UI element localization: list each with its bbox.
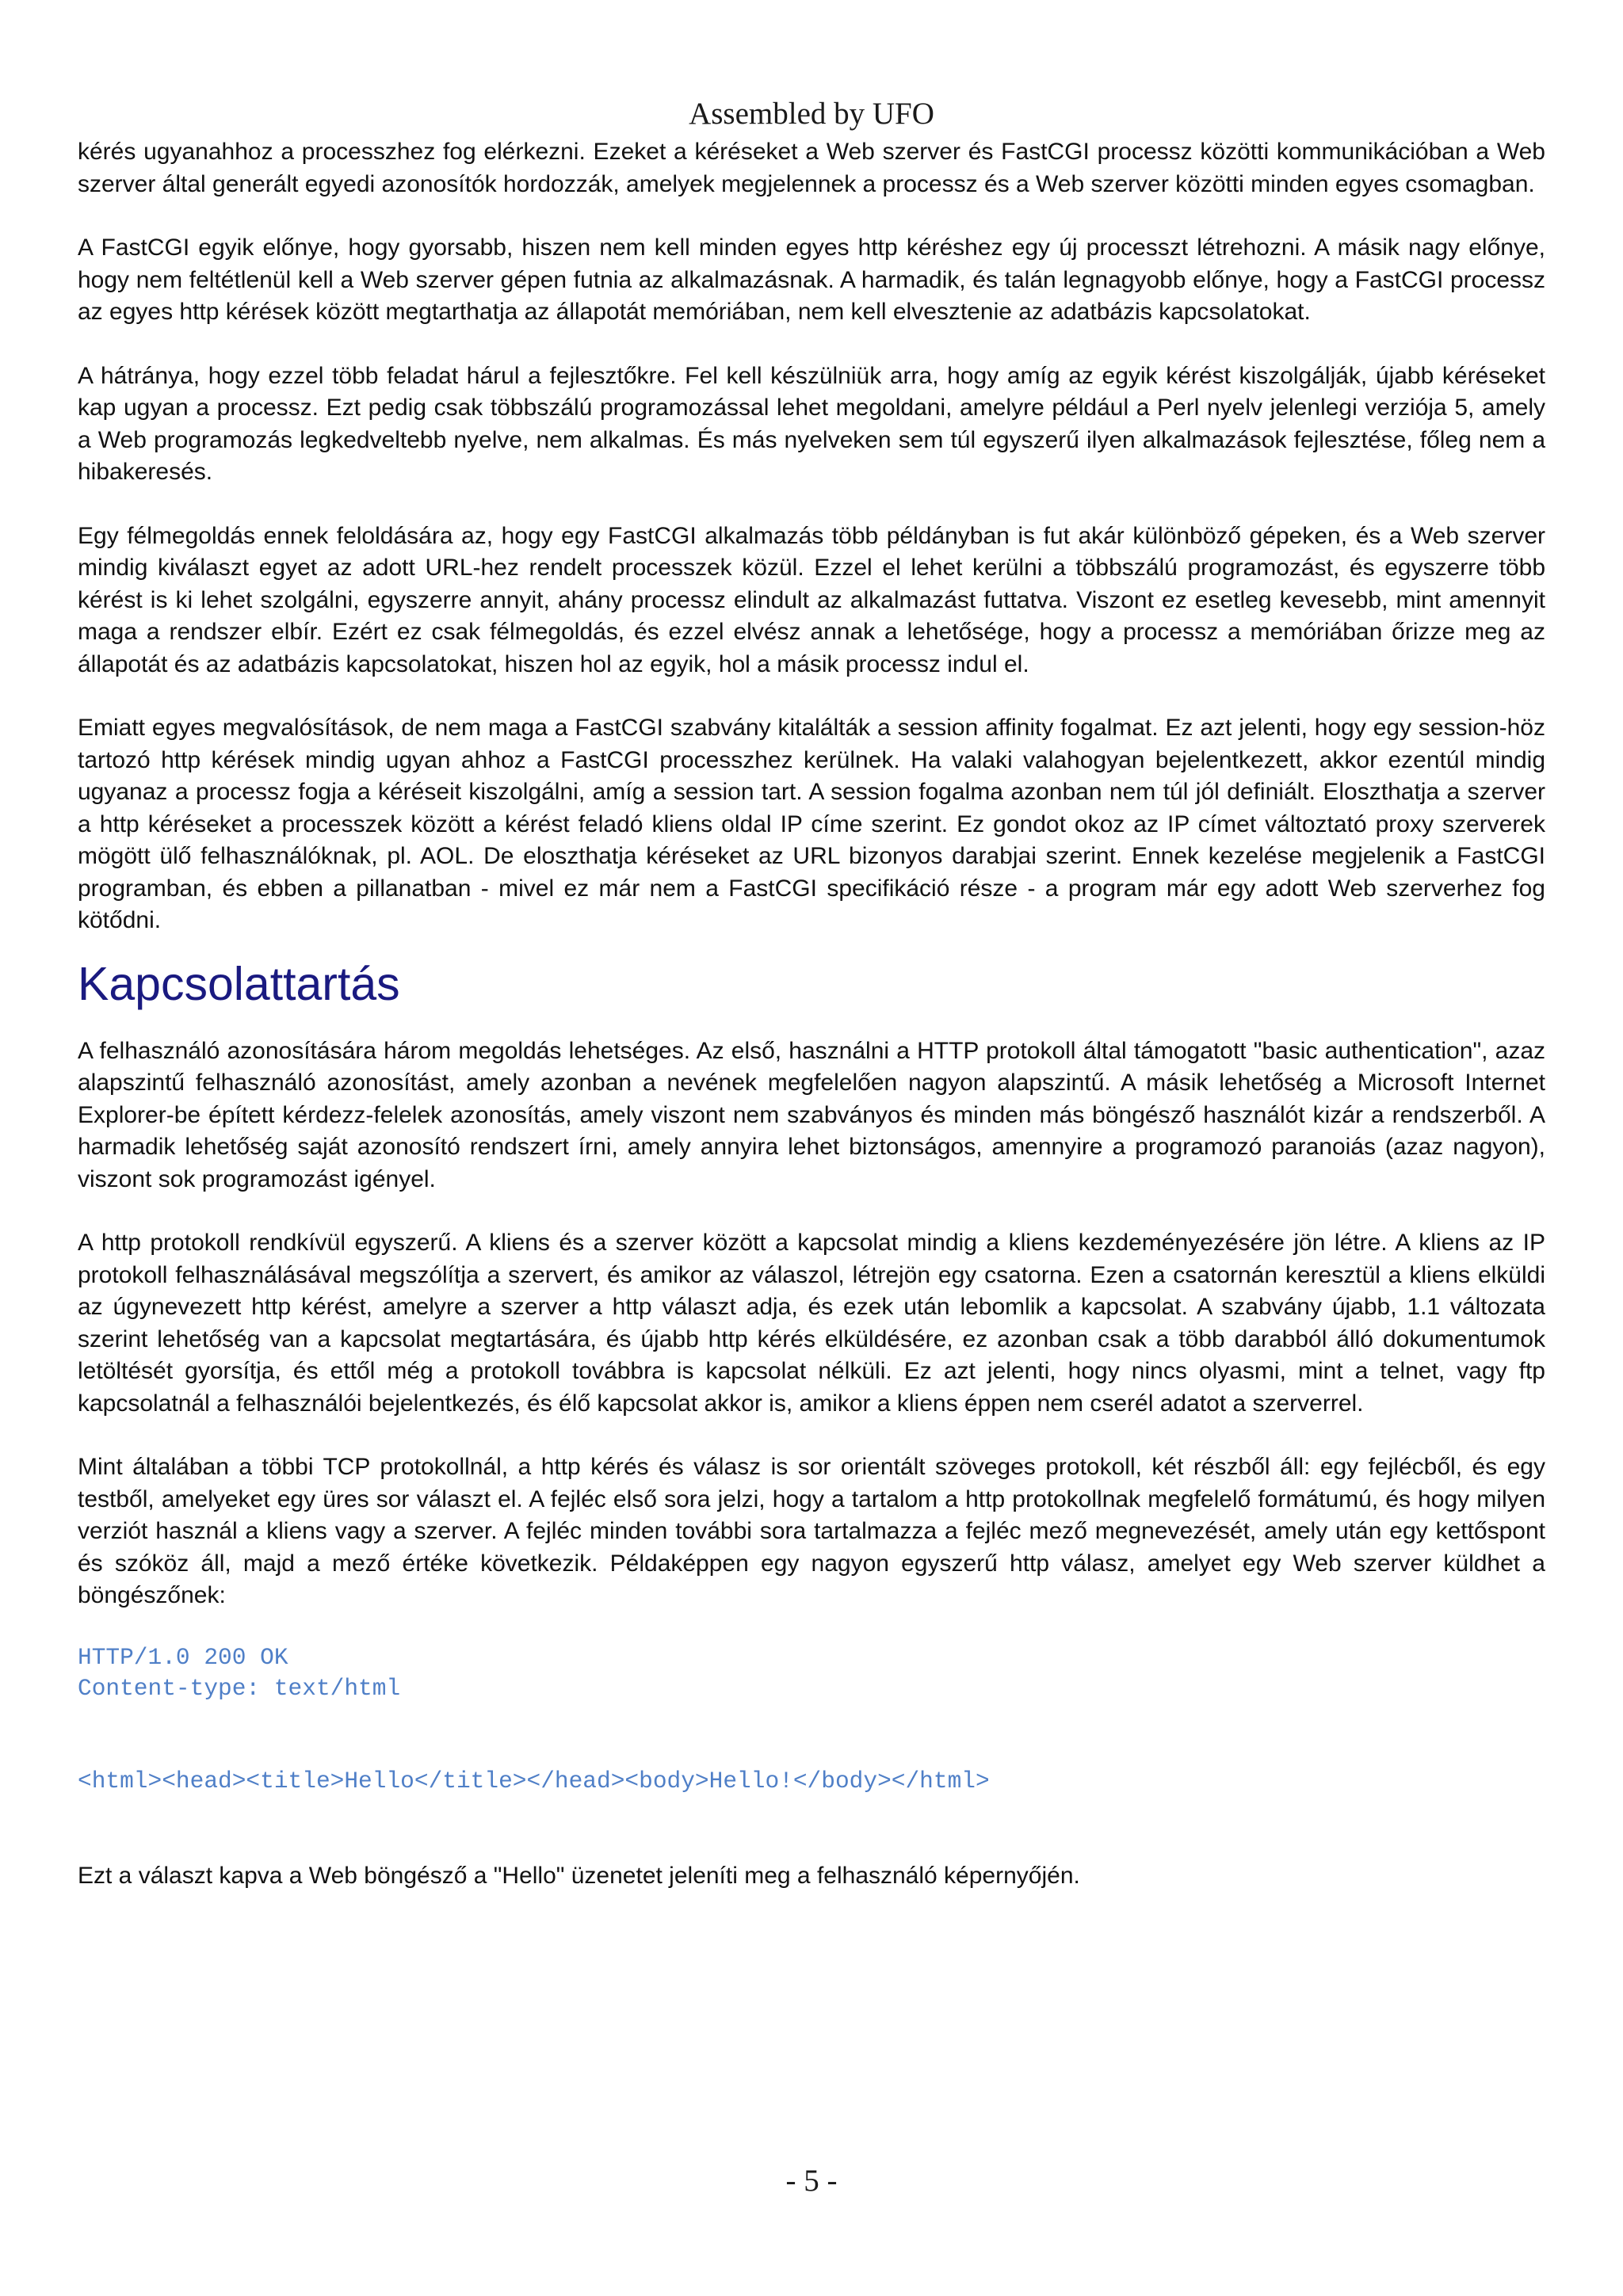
document-body — [78, 136, 1545, 1892]
paragraph: A FastCGI egyik előnye, hogy gyorsabb, hiszen nem kell minden egyes http kéréshez egy új processzt létrehozni. A másik nagy előnye, hogy nem feltétlenül kell a Web szerver gépen futnia az alkalmazásnak. A harmadik, és talán legnagyobb előnye, hogy a FastCGI processz az egyes http kérések között megtarthatja az állapotát memóriában, nem kell elvesztenie az adatbázis kapcsolatokat. — [78, 235, 1545, 325]
paragraph: Egy félmegoldás ennek feloldására az, hogy egy FastCGI alkalmazás több példányban is fut akár különböző gépeken, és a Web szerver mindig kiválaszt egyet az adott URL-hez rendelt processzek közül. Ezzel el lehet kerülni a többszálú programozást, és egyszerre több kérést is ki lehet szolgálni, egyszerre annyit, ahány processz elindult az alkalmazást futtatva. Viszont ez esetleg kevesebb, mint amennyit maga a rendszer elbír. Ezért ez csak félmegoldás, és ezzel elvész annak a lehetősége, hogy a processz a memóriában őrizze meg az állapotát és az adatbázis kapcsolatokat, hiszen hol az egyik, hol a másik processz indul el. — [78, 522, 1545, 677]
paragraph: Emiatt egyes megvalósítások, de nem maga a FastCGI szabvány kitalálták a session affinity fogalmat. Ez azt jelenti, hogy egy session-höz tartozó http kérések mindig ugyan ahhoz a FastCGI processzhez kerülnek. Ha valaki valahogyan bejelentkezett, akkor ezentúl mindig ugyanaz a processz fogja a kéréseit kiszolgálni, amíg a session tart. A session fogalma azonban nem túl jól definiált. Eloszthatja a szerver a http kéréseket a processzek között a kérést feladó kliens oldal IP címe szerint. Ez gondot okoz az IP címet változtató proxy szerverek mögött ülő felhasználóknak, pl. AOL. De eloszthatja kéréseket az URL bizonyos darabjai szerint. Ennek kezelése megjelenik a FastCGI programban, és ebben a pillanatban - mivel ez már nem a FastCGI specifikáció része - a program már egy adott Web szerverhez fog kötődni. — [78, 715, 1545, 933]
code-line-status: HTTP/1.0 200 OK — [78, 1643, 288, 1671]
page-number: - 5 - — [785, 2164, 838, 2198]
paragraph: A http protokoll rendkívül egyszerű. A kliens és a szerver között a kapcsolat mindig a kliens kezdeményezésére jön létre. A kliens az IP protokoll felhasználásával megszólítja a szervert, és amikor az válaszol, létrejön egy csatorna. Ezen a csatornán keresztül a kliens elküldi az úgynevezett http kérést, amelyre a szerver a http választ adja, és ezek után lebomlik a kapcsolat. A szabvány újabb, 1.1 változata szerint lehetőség van a kapcsolat megtartására, és újabb http kérés elküldésére, ez azonban csak a több darabból álló dokumentumok letöltését gyorsítja, és ettől még a protokoll továbbra is kapcsolat nélküli. Ez azt jelenti, hogy nincs olyasmi, mint a telnet, vagy ftp kapcsolatnál a felhasználói bejelentkezés, és élő kapcsolat akkor is, amikor a kliens éppen nem cserél adatot a szerverrel. — [78, 1230, 1545, 1417]
paragraph: kérés ugyanahhoz a processzhez fog elérkezni. Ezeket a kéréseket a Web szerver és FastCGI processz közötti kommunikációban a Web szerver által generált egyedi azonosítók hordozzák, amelyek megjelennek a processz és a Web szerver közötti minden egyes csomagban. — [78, 139, 1545, 197]
closing-paragraph: Ezt a választ kapva a Web böngésző a "Hello" üzenetet jeleníti meg a felhasználó képernyőjén. — [78, 1862, 1080, 1889]
paragraph: A hátránya, hogy ezzel több feladat hárul a fejlesztőkre. Fel kell készülniük arra, hogy amíg az egyik kérést kiszolgálják, újabb kéréseket kap ugyan a processz. Ezt pedig csak többszálú programozással lehet megoldani, amelyre például a Perl nyelv jelenlegi verziója 5, amely a Web programozás legkedveltebb nyelve, nem alkalmas. És más nyelveken sem túl egyszerű ilyen alkalmazások fejlesztése, főleg nem a hibakeresés. — [78, 362, 1545, 485]
code-line-content-type: Content-type: text/html — [78, 1674, 401, 1702]
section-heading: Kapcsolattartás — [78, 957, 400, 1010]
paragraph: A felhasználó azonosítására három megoldás lehetséges. Az első, használni a HTTP protokoll által támogatott "basic authentication", azaz alapszintű felhasználó azonosítást, amely azonban a nevének megfelelően nagyon alapszintű. A másik lehetőség a Microsoft Internet Explorer-be épített kérdezz-felelek azonosítás, amely viszont nem szabványos és minden más böngésző használót kizár a rendszerből. A harmadik lehetőség saját azonosító rendszert írni, amely annyira lehet biztonságos, amennyire a programozó paranoiás (azaz nagyon), viszont sok programozást igényel. — [78, 1037, 1545, 1192]
paragraph: Mint általában a többi TCP protokollnál, a http kérés és válasz is sor orientált szöveges protokoll, két részből áll: egy fejlécből, és egy testből, amelyeket egy üres sor választ el. A fejléc első sora jelzi, hogy a tartalom a http protokollnak megfelelő formátumú, és hogy milyen verziót használ a kliens vagy a szerver. A fejléc minden további sora tartalmazza a fejléc mező megnevezését, amely után egy kettőspont és szóköz áll, majd a mező értéke következik. Példaképpen egy nagyon egyszerű http válasz, amelyet egy Web szerver küldhet a böngészőnek: — [78, 1454, 1545, 1608]
code-line-html: <html><head><title>Hello</title></head><body>Hello!</body></html> — [78, 1767, 990, 1794]
page-header: Assembled by UFO — [689, 97, 934, 131]
